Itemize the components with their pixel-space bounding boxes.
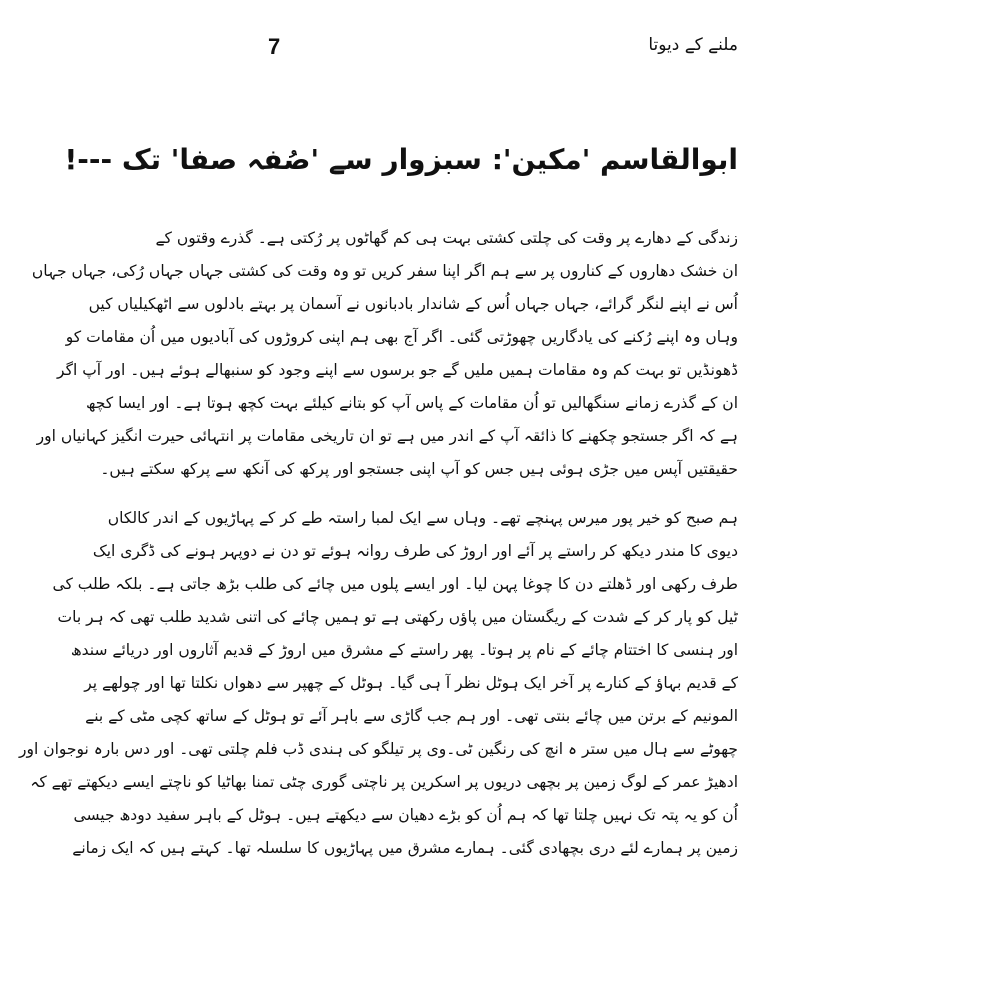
text-line: زندگی کے دھارے پر وقت کی چلتی کشتی بہت ہی کم گھاٹوں پر رُکتی ہے۔ گذرے وقتوں کے <box>155 229 738 247</box>
text-line: ان کے گذرے زمانے سنگھالیں تو اُن مقامات کے پاس آپ کو بتانے کیلئے بہت کچھ ہوتا ہے۔ اور ایسا کچھ <box>85 394 738 412</box>
text-line: حقیقتیں آپس میں جڑی ہوئی ہیں جس کو آپ اپنی جستجو اور پرکھ کی آنکھ سے پرکھ سکتے ہیں۔ <box>100 460 738 478</box>
text-line: اُس نے اپنے لنگر گرائے، جہاں جہاں اُس کے شاندار بادبانوں نے آسمان پر بہتے بادلوں سے اٹھکیلیاں کیں <box>88 295 738 313</box>
text-line: اُن کو یہ پتہ تک نہیں چلتا تھا کہ ہم اُن کو بڑے دھیان سے دیکھتے ہیں۔ ہوٹل کے باہر سفید دودھ جیسی <box>73 806 738 824</box>
text-line: چھوٹے سے ہال میں ستر ہ انچ کی رنگین ٹی۔وی پر تیلگو کی ہندی ڈب فلم چلتی تھی۔ اور دس بارہ نوجوان اور <box>18 740 738 758</box>
chapter-title: ابوالقاسم 'مکین': سبزوار سے 'صُفہ صفا' تک ---! <box>64 143 738 176</box>
text-line: طرف رکھی اور ڈھلتے دن کا چوغا پہن لیا۔ اور ایسے پلوں میں چائے کی طلب بڑھ جاتی ہے۔ بلکہ طلب کی <box>52 575 738 593</box>
text-line: وہاں وہ اپنے رُکنے کی یادگاریں چھوڑتی گئی۔ اگر آج بھی ہم اپنی کروڑوں کی آبادیوں میں اُن مقامات کو <box>65 328 738 346</box>
text-line: اور ہنسی کا اختتام چائے کے نام پر ہوتا۔ پھر راستے کے مشرق میں اروڑ کے قدیم آثاروں اور دریائے سندھ <box>70 641 738 659</box>
text-line: ہم صبح کو خیر پور میرس پہنچے تھے۔ وہاں سے ایک لمبا راستہ طے کر کے پہاڑیوں کے اندر کالکاں <box>107 509 738 527</box>
paragraph <box>31 222 738 486</box>
paragraph <box>18 502 738 865</box>
page-number: 7 <box>268 34 281 59</box>
text-line: دیوی کا مندر دیکھ کر راستے پر آئے اور اروڑ کی طرف روانہ ہوئے تو دن نے دوپہر ہونے کی ڈگری ایک <box>92 542 738 560</box>
text-line: المونیم کے برتن میں چائے بنتی تھی۔ اور ہم جب گاڑی سے باہر آئے تو ہوٹل کے ساتھ کچی مٹی کے بنے <box>85 707 738 725</box>
paragraph-gap <box>268 486 738 502</box>
body-text <box>18 222 738 865</box>
text-line: زمین پر ہمارے لئے دری بچھادی گئی۔ ہمارے مشرق میں پہاڑیوں کا سلسلہ تھا۔ کہتے ہیں کہ ایک زمانے <box>72 839 738 857</box>
text-line: ٹیل کو پار کر کے شدت کے ریگستان میں پاؤں رکھتی ہے تو ہمیں چائے کی اتنی شدید طلب تھی کہ ہر بات <box>57 608 738 626</box>
text-line: ہے کہ اگر جستجو چکھنے کا ذائقہ آپ کے اندر میں ہے تو ان تاریخی مقامات پر انتہائی حیرت انگیز کہانیاں اور <box>36 427 738 445</box>
text-line: ادھیڑ عمر کے لوگ زمین پر بچھی دریوں پر اسکرین پر ناچتی گوری چٹی تمنا بھاٹیا کو ناچتے ایسے دیکھتے تھے کہ <box>30 773 738 791</box>
text-line: ڈھونڈیں تو بہت کم وہ مقامات ہمیں ملیں گے جو برسوں سے اپنے وجود کو سنبھالے ہوئے ہیں۔ اور آپ اگر <box>57 361 738 379</box>
text-line: ان خشک دھاروں کے کناروں پر سے ہم اگر اپنا سفر کریں تو وہ وقت کی کشتی جہاں جہاں رُکی، جہاں جہاں <box>31 262 738 280</box>
text-line: کے قدیم بہاؤ کے کنارے پر آخر ایک ہوٹل نظر آ ہی گیا۔ ہوٹل کے چھپر سے دھواں نکلتا تھا اور چولھے پر <box>84 674 738 692</box>
running-header: ملنے کے دیوتا <box>648 35 738 55</box>
